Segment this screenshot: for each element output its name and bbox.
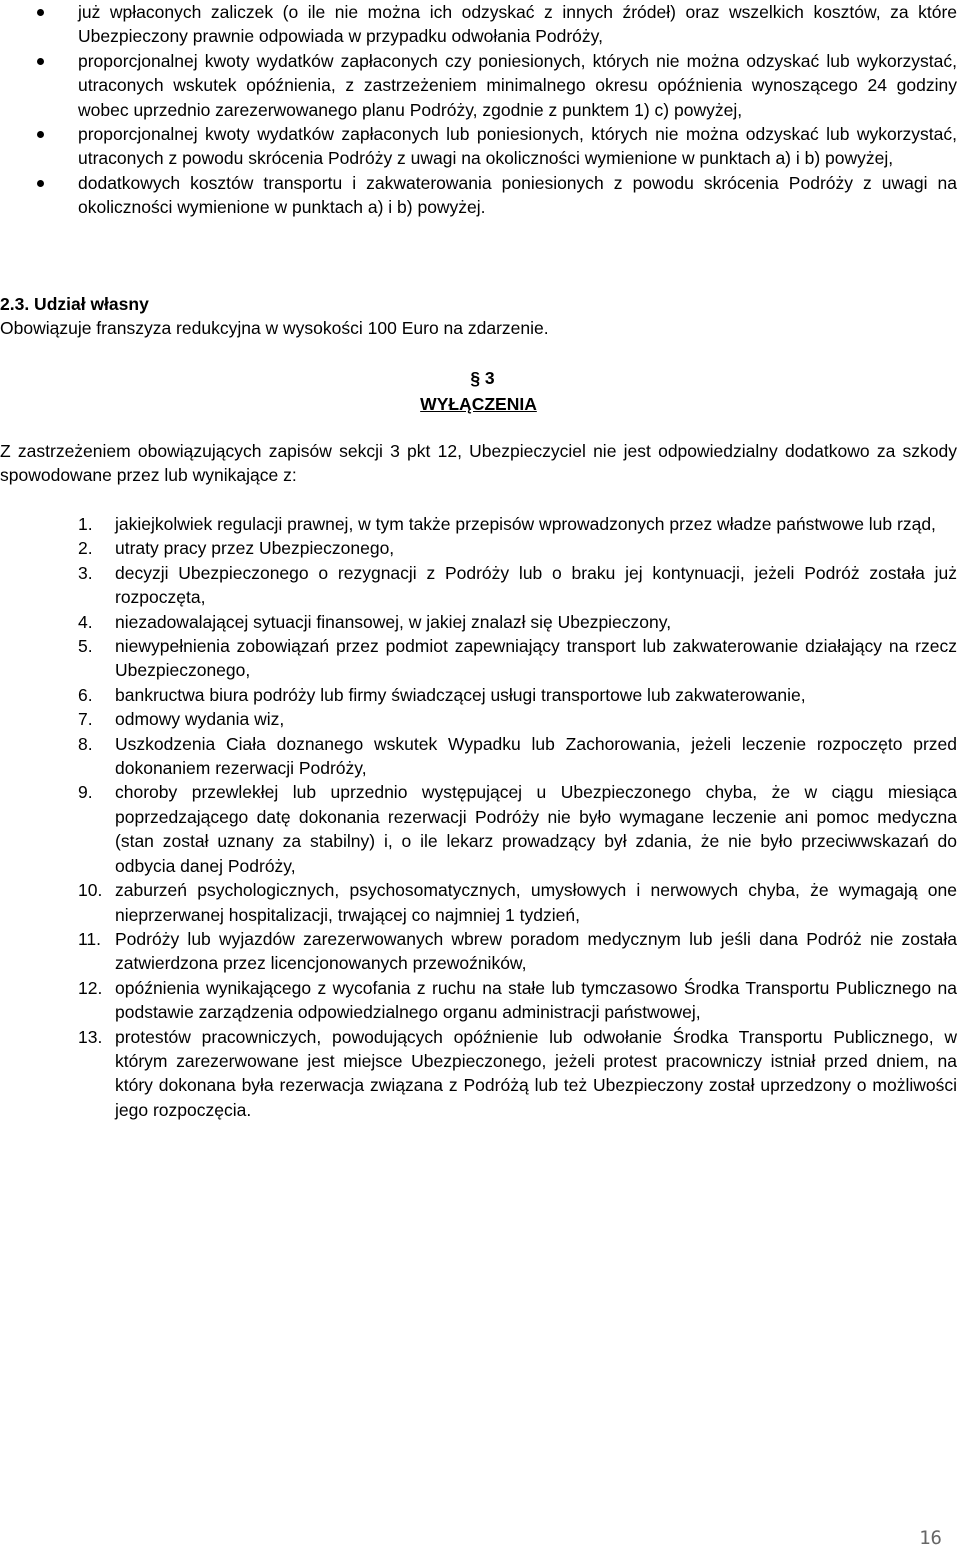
exclusion-number: 9.	[78, 782, 93, 803]
exclusion-text: Uszkodzenia Ciała doznanego wskutek Wypadku lub Zachorowania, jeżeli leczenie rozpoczęto przed dokonaniem rezerwacji Podróży,	[115, 733, 957, 779]
exclusion-item	[0, 878, 957, 927]
bullet-dot-icon	[37, 131, 44, 138]
bullet-item	[0, 0, 957, 49]
bullet-dot-icon	[37, 9, 44, 16]
exclusion-item	[0, 927, 957, 976]
exclusion-number: 7.	[78, 709, 93, 730]
exclusion-text: Podróży lub wyjazdów zarezerwowanych wbrew poradom medycznym lub jeśli dana Podróż nie została zatwierdzona przez licencjonowanych przewoźników,	[115, 928, 957, 974]
section-3-title: WYŁĄCZENIA	[420, 394, 537, 415]
section-2-3-text: Obowiązuje franszyza redukcyjna w wysokości 100 Euro na zdarzenie.	[0, 318, 549, 339]
exclusion-number: 11.	[78, 928, 102, 949]
coverage-bullet-list	[0, 0, 957, 220]
bullet-item	[0, 122, 957, 171]
exclusion-item	[0, 610, 957, 634]
bullet-text: proporcjonalnej kwoty wydatków zapłaconych lub poniesionych, których nie można odzyskać lub wykorzystać, utraconych z powodu skrócenia Podróży z uwagi na okoliczności wymienione w punktach a) i b) powyżej,	[78, 124, 957, 169]
exclusion-text: odmowy wydania wiz,	[115, 709, 285, 730]
exclusions-list	[0, 512, 957, 1122]
exclusion-item	[0, 976, 957, 1025]
exclusion-number: 3.	[78, 562, 93, 583]
section-3-number: § 3	[470, 368, 495, 388]
exclusion-item	[0, 634, 957, 683]
exclusion-text: opóźnienia wynikającego z wycofania z ruchu na stałe lub tymczasowo Środka Transportu Publicznego na podstawie zarządzenia odpowiedzialnego organu administracji państwowej,	[115, 977, 957, 1023]
section-2-3-heading: 2.3. Udział własny	[0, 294, 149, 314]
exclusion-text: jakiejkolwiek regulacji prawnej, w tym także przepisów wprowadzonych przez władze państwowe lub rząd,	[115, 514, 936, 534]
exclusion-number: 5.	[78, 636, 93, 657]
exclusion-number: 6.	[78, 684, 93, 705]
exclusion-item	[0, 780, 957, 878]
exclusion-text: utraty pracy przez Ubezpieczonego,	[115, 538, 395, 559]
bullet-item	[0, 171, 957, 220]
exclusion-number: 10.	[78, 880, 103, 901]
exclusion-item	[0, 536, 957, 560]
exclusion-item	[0, 1025, 957, 1123]
exclusion-number: 2.	[78, 538, 93, 559]
exclusion-item	[0, 707, 957, 731]
section-3-intro: Z zastrzeżeniem obowiązujących zapisów sekcji 3 pkt 12, Ubezpieczyciel nie jest odpowiedzialny dodatkowo za szkody spowodowane przez lub wynikające z:	[0, 441, 957, 486]
exclusion-text: bankructwa biura podróży lub firmy świadczącej usługi transportowe lub zakwaterowanie,	[115, 684, 806, 705]
exclusion-text: niewypełnienia zobowiązań przez podmiot zapewniający transport lub zakwaterowanie działający na rzecz Ubezpieczonego,	[115, 636, 957, 681]
exclusion-item	[0, 561, 957, 610]
page-number: 16	[919, 1527, 942, 1549]
exclusion-item	[0, 512, 957, 536]
exclusion-number: 13.	[78, 1026, 103, 1047]
section-3-header	[0, 366, 957, 417]
bullet-text: już wpłaconych zaliczek (o ile nie można ich odzyskać z innych źródeł) oraz wszelkich kosztów, za które Ubezpieczony prawnie odpowiada w przypadku odwołania Podróży,	[78, 2, 957, 47]
exclusion-text: decyzji Ubezpieczonego o rezygnacji z Podróży lub o braku jej kontynuacji, jeżeli Podróż została już rozpoczęta,	[115, 562, 957, 608]
exclusion-number: 8.	[78, 733, 93, 754]
bullet-item	[0, 49, 957, 122]
bullet-dot-icon	[37, 180, 44, 187]
exclusion-text: protestów pracowniczych, powodujących opóźnienie lub odwołanie Środka Transportu Publicznego, w którym zarezerwowane jest miejsce Ubezpieczonego, jeżeli protest pracowniczy istniał przed dniem, na który dokonana była rezerwacja związana z Podróżą lub też Ubezpieczony został uprzedzony o możliwości jego rozpoczęcia.	[115, 1026, 957, 1120]
exclusion-number: 12.	[78, 977, 103, 998]
section-2-3	[0, 292, 957, 341]
exclusion-text: choroby przewlekłej lub uprzednio występującej u Ubezpieczonego chyba, że w ciągu miesiąca poprzedzającego datę dokonania rezerwacji Podróży nie było wymagane leczenie ani pomoc medyczna (stan został uznany za stabilny) i, o ile lekarz prowadzący był zdania, że nie było przeciwwskazań do odbycia danej Podróży,	[115, 782, 957, 876]
exclusion-number: 4.	[78, 611, 93, 632]
exclusion-number: 1.	[78, 514, 93, 534]
exclusion-item	[0, 683, 957, 707]
bullet-text: proporcjonalnej kwoty wydatków zapłaconych czy poniesionych, których nie można odzyskać lub wykorzystać, utraconych wskutek opóźnienia, z zastrzeżeniem minimalnego okresu opóźnienia wynoszącego 24 godziny wobec uprzednio zarezerwowanego planu Podróży, zgodnie z punktem 1) c) powyżej,	[78, 50, 957, 120]
exclusion-text: niezadowalającej sytuacji finansowej, w jakiej znalazł się Ubezpieczony,	[115, 611, 672, 632]
bullet-text: dodatkowych kosztów transportu i zakwaterowania poniesionych z powodu skrócenia Podróży z uwagi na okoliczności wymienione w punktach a) i b) powyżej.	[78, 172, 957, 218]
bullet-dot-icon	[37, 58, 44, 65]
exclusion-item	[0, 732, 957, 781]
exclusion-text: zaburzeń psychologicznych, psychosomatycznych, umysłowych i nerwowych chyba, że wymagają one nieprzerwanej hospitalizacji, trwającej co najmniej 1 tydzień,	[115, 880, 957, 925]
